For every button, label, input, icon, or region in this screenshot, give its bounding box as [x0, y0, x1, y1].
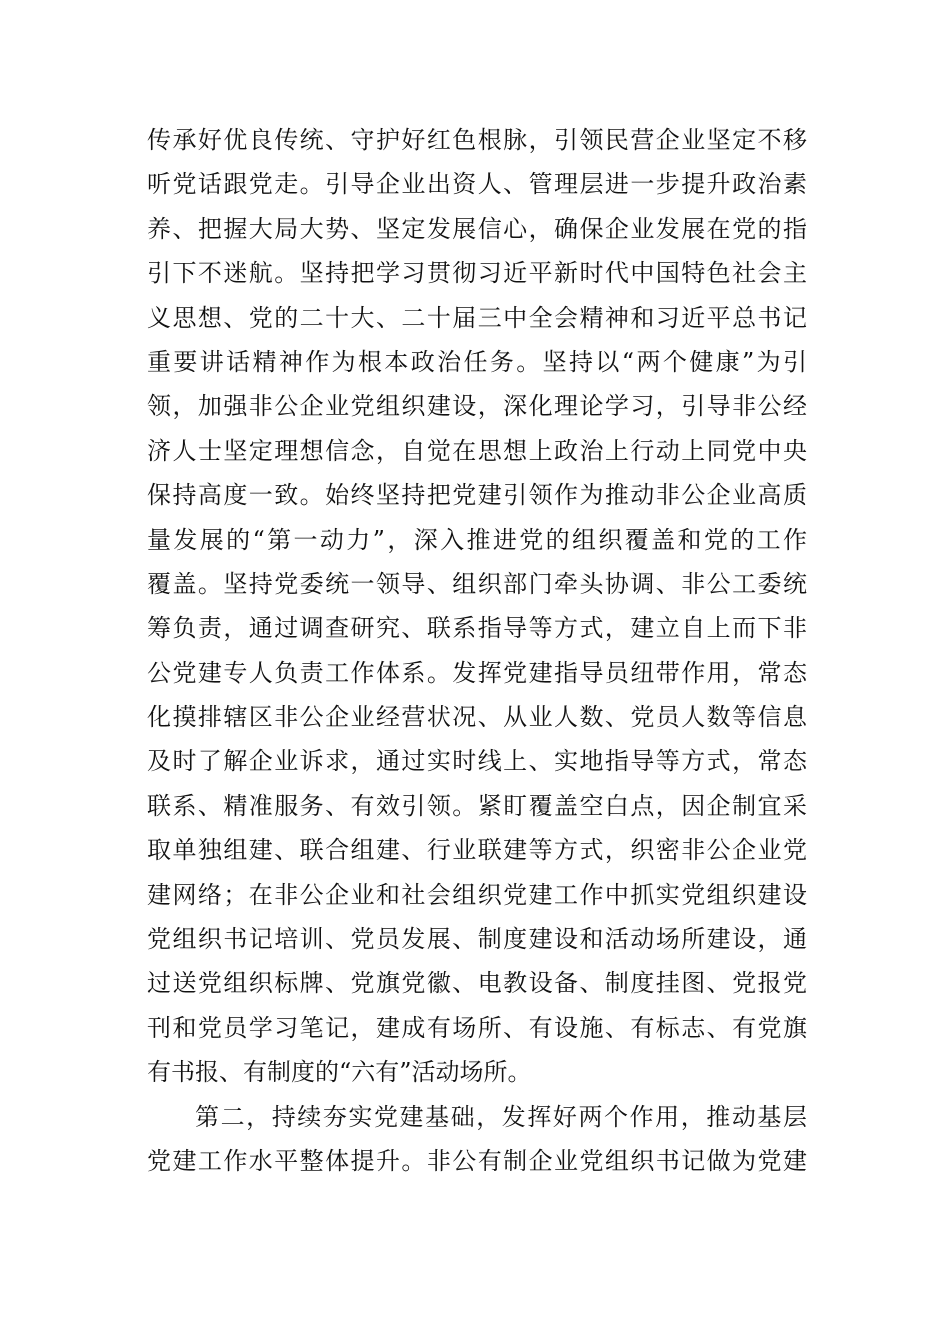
text-line: 养、把握大局大势、坚定发展信心，确保企业发展在党的指 — [147, 214, 807, 243]
text-line: 义思想、党的二十大、二十届三中全会精神和习近平总书记 — [147, 303, 807, 332]
paragraph-end-line: 有书报、有制度的“六有”活动场所。 — [147, 1058, 532, 1087]
text-line: 党建工作水平整体提升。非公有制企业党组织书记做为党建 — [147, 1146, 807, 1175]
text-line: 取单独组建、联合组建、行业联建等方式，织密非公企业党 — [147, 836, 807, 865]
text-line: 量发展的“第一动力”，深入推进党的组织覆盖和党的工作 — [147, 525, 807, 554]
text-line: 领，加强非公企业党组织建设，深化理论学习，引导非公经 — [147, 392, 807, 421]
text-line: 筹负责，通过调查研究、联系指导等方式，建立自上而下非 — [147, 614, 807, 643]
text-line: 刊和党员学习笔记，建成有场所、有设施、有标志、有党旗 — [147, 1013, 807, 1042]
text-line: 党组织书记培训、党员发展、制度建设和活动场所建设，通 — [147, 925, 807, 954]
text-line: 化摸排辖区非公企业经营状况、从业人数、党员人数等信息 — [147, 703, 807, 732]
text-line: 覆盖。坚持党委统一领导、组织部门牵头协调、非公工委统 — [147, 569, 807, 598]
text-line: 公党建专人负责工作体系。发挥党建指导员纽带作用，常态 — [147, 658, 807, 687]
text-line: 重要讲话精神作为根本政治任务。坚持以“两个健康”为引 — [147, 347, 807, 376]
body-text — [147, 118, 807, 1183]
text-line: 济人士坚定理想信念，自觉在思想上政治上行动上同党中央 — [147, 436, 807, 465]
text-line: 联系、精准服务、有效引领。紧盯覆盖空白点，因企制宜采 — [147, 791, 807, 820]
paragraph-start-line: 第二，持续夯实党建基础，发挥好两个作用，推动基层 — [195, 1102, 807, 1131]
text-line: 听党话跟党走。引导企业出资人、管理层进一步提升政治素 — [147, 170, 807, 199]
text-line: 保持高度一致。始终坚持把党建引领作为推动非公企业高质 — [147, 481, 807, 510]
text-line: 传承好优良传统、守护好红色根脉，引领民营企业坚定不移 — [147, 126, 807, 154]
text-line: 及时了解企业诉求，通过实时线上、实地指导等方式，常态 — [147, 747, 807, 776]
text-line: 建网络；在非公企业和社会组织党建工作中抓实党组织建设 — [147, 880, 807, 909]
text-line: 过送党组织标牌、党旗党徽、电教设备、制度挂图、党报党 — [147, 969, 807, 998]
text-line: 引下不迷航。坚持把学习贯彻习近平新时代中国特色社会主 — [147, 259, 807, 288]
